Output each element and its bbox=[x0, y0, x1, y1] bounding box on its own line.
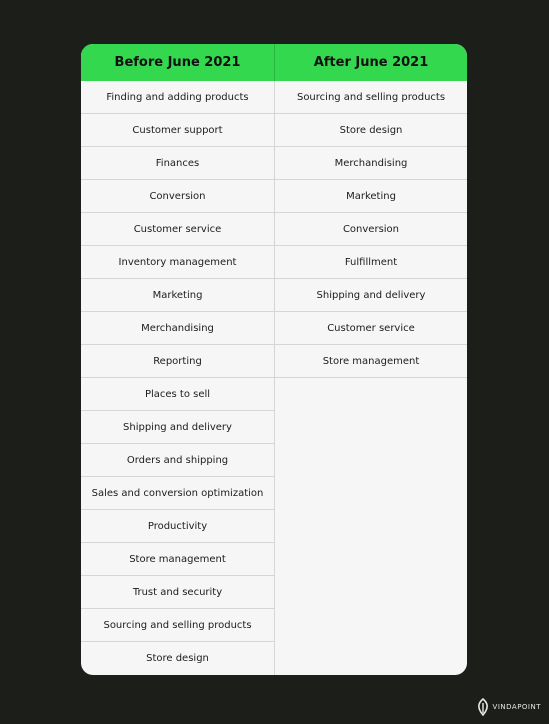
table-cell: Places to sell bbox=[81, 378, 274, 411]
table-cell: Sales and conversion optimization bbox=[81, 477, 274, 510]
brand-logo bbox=[475, 698, 541, 716]
table-cell: Conversion bbox=[275, 213, 467, 246]
table-cell: Sourcing and selling products bbox=[81, 609, 274, 642]
table-cell: Store design bbox=[275, 114, 467, 147]
table-cell: Marketing bbox=[81, 279, 274, 312]
table-cell: Finances bbox=[81, 147, 274, 180]
before-column bbox=[81, 81, 274, 675]
table-cell: Conversion bbox=[81, 180, 274, 213]
table-cell: Store management bbox=[81, 543, 274, 576]
table-cell: Store design bbox=[146, 653, 209, 664]
header-after: After June 2021 bbox=[274, 44, 467, 81]
table-cell: Orders and shipping bbox=[81, 444, 274, 477]
leaf-icon bbox=[475, 698, 491, 716]
header-before: Before June 2021 bbox=[114, 55, 241, 70]
table-cell: Inventory management bbox=[81, 246, 274, 279]
table-cell: Customer service bbox=[275, 312, 467, 345]
table-cell: Shipping and delivery bbox=[275, 279, 467, 312]
table-cell: Store management bbox=[275, 345, 467, 378]
table-header bbox=[81, 44, 467, 81]
comparison-table bbox=[81, 44, 467, 675]
table-cell: Merchandising bbox=[81, 312, 274, 345]
table-cell: Merchandising bbox=[275, 147, 467, 180]
brand-logo-text: VINDAPOINT bbox=[492, 703, 541, 711]
table-cell: Customer support bbox=[81, 114, 274, 147]
table-cell: Trust and security bbox=[81, 576, 274, 609]
table-cell: Customer service bbox=[81, 213, 274, 246]
table-cell: Reporting bbox=[81, 345, 274, 378]
table-cell: Productivity bbox=[81, 510, 274, 543]
table-cell: Finding and adding products bbox=[81, 81, 274, 114]
table-cell: Fulfillment bbox=[275, 246, 467, 279]
table-cell: Sourcing and selling products bbox=[275, 81, 467, 114]
after-column bbox=[274, 81, 467, 675]
table-cell: Shipping and delivery bbox=[81, 411, 274, 444]
table-cell: Marketing bbox=[275, 180, 467, 213]
